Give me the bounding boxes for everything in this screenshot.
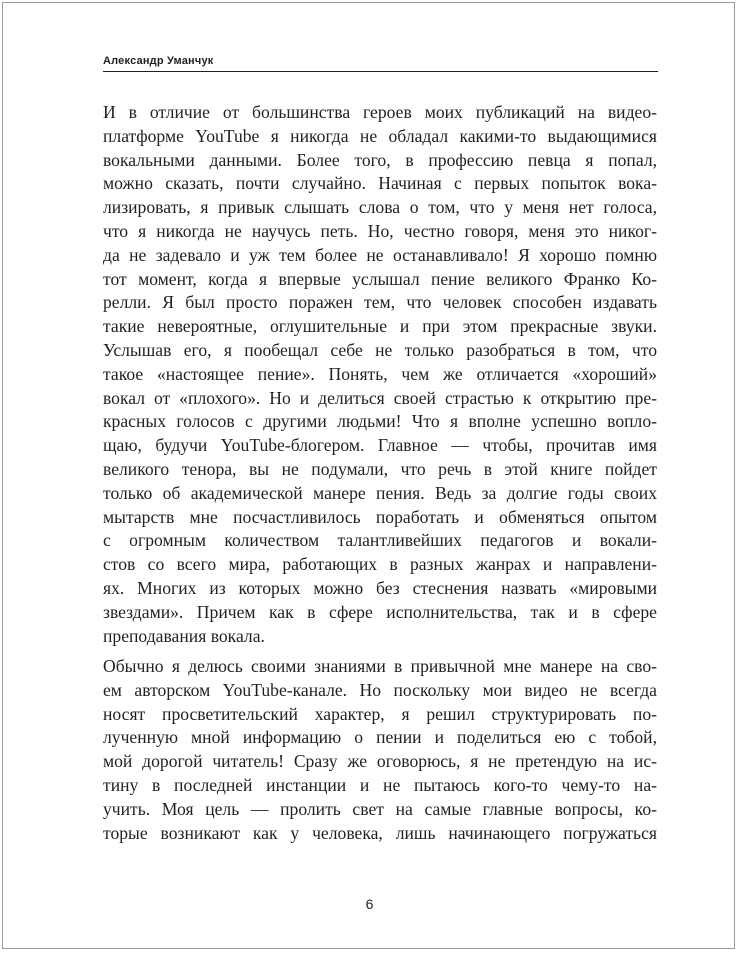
text-line: носят просветительский характер, я решил структурировать по- (103, 703, 657, 724)
text-line: великого тенора, вы не подумали, что речь в этой книге пойдет (103, 458, 657, 479)
text-line: преподавания вокала. (103, 625, 265, 646)
text-line: И в отличие от большинства героев моих публикаций на видео- (103, 102, 657, 122)
text-line: платформе YouTube я никогда не обладал какими-то выдающимися (103, 125, 657, 146)
text-line: вокал от «плохого». Но и делиться своей страстью к открытию пре- (103, 387, 657, 408)
text-line: можно сказать, почти случайно. Начиная с первых попыток вока- (103, 173, 657, 194)
text-line: красных голосов с другими людьми! Что я вполне успешно вопло- (103, 411, 657, 432)
text-line: Услышав его, я пообещал себе не только разобраться в том, что (103, 339, 657, 360)
text-line: релли. Я был просто поражен тем, что человек способен издавать (103, 292, 657, 313)
text-line: торые возникают как у человека, лишь начинающего погружаться (103, 822, 657, 843)
text-line: щаю, будучи YouTube-блогером. Главное — чтобы, прочитав имя (103, 435, 657, 456)
text-line: лученную мной информацию о пении и поделиться ею с тобой, (103, 727, 657, 748)
text-line: с огромным количеством талантливейших педагогов и вокали- (103, 530, 657, 551)
text-line: ем авторском YouTube-канале. Но поскольку мои видео не всегда (103, 679, 657, 700)
page-number: 6 (365, 896, 374, 912)
text-line: да не задевало и уж тем более не останавливало! Я хорошо помню (103, 244, 657, 265)
header-rule (103, 71, 658, 72)
text-line: что я никогда не научусь петь. Но, честно говоря, меня это никог- (103, 220, 657, 241)
text-line: Обычно я делюсь своими знаниями в привычной мне манере на сво- (103, 656, 657, 676)
text-line: мой дорогой читатель! Сразу же оговорюсь, я не претендую на ис- (103, 751, 657, 772)
text-line: мытарств мне посчастливилось поработать и обменяться опытом (103, 506, 657, 527)
text-line: ях. Многих из которых можно без стеснения назвать «мировыми (103, 577, 657, 598)
text-line: тину в последней инстанции и не пытаюсь кого-то чему-то на- (103, 774, 657, 795)
paragraph-1 (103, 101, 657, 648)
text-line: стов со всего мира, работающих в разных жанрах и направлени- (103, 554, 657, 575)
paragraph-2 (103, 655, 657, 845)
text-line: учить. Моя цель — пролить свет на самые главные вопросы, ко- (103, 798, 657, 819)
text-line: такие невероятные, оглушительные и при этом прекрасные звуки. (103, 316, 657, 337)
text-line: такое «настоящее пение». Понять, чем же отличается «хороший» (103, 363, 657, 384)
text-line: звездами». Причем как в сфере исполнительства, так и в сфере (103, 601, 657, 622)
text-line: тот момент, когда я впервые услышал пение великого Франко Ко- (103, 268, 657, 289)
text-line: только об академической манере пения. Ведь за долгие годы своих (103, 482, 657, 503)
text-line: лизировать, я привык слышать слова о том, что у меня нет голоса, (103, 197, 657, 218)
running-head-author: Александр Уманчук (103, 55, 214, 67)
text-line: вокальными данными. Более того, в профессию певца я попал, (103, 149, 657, 170)
